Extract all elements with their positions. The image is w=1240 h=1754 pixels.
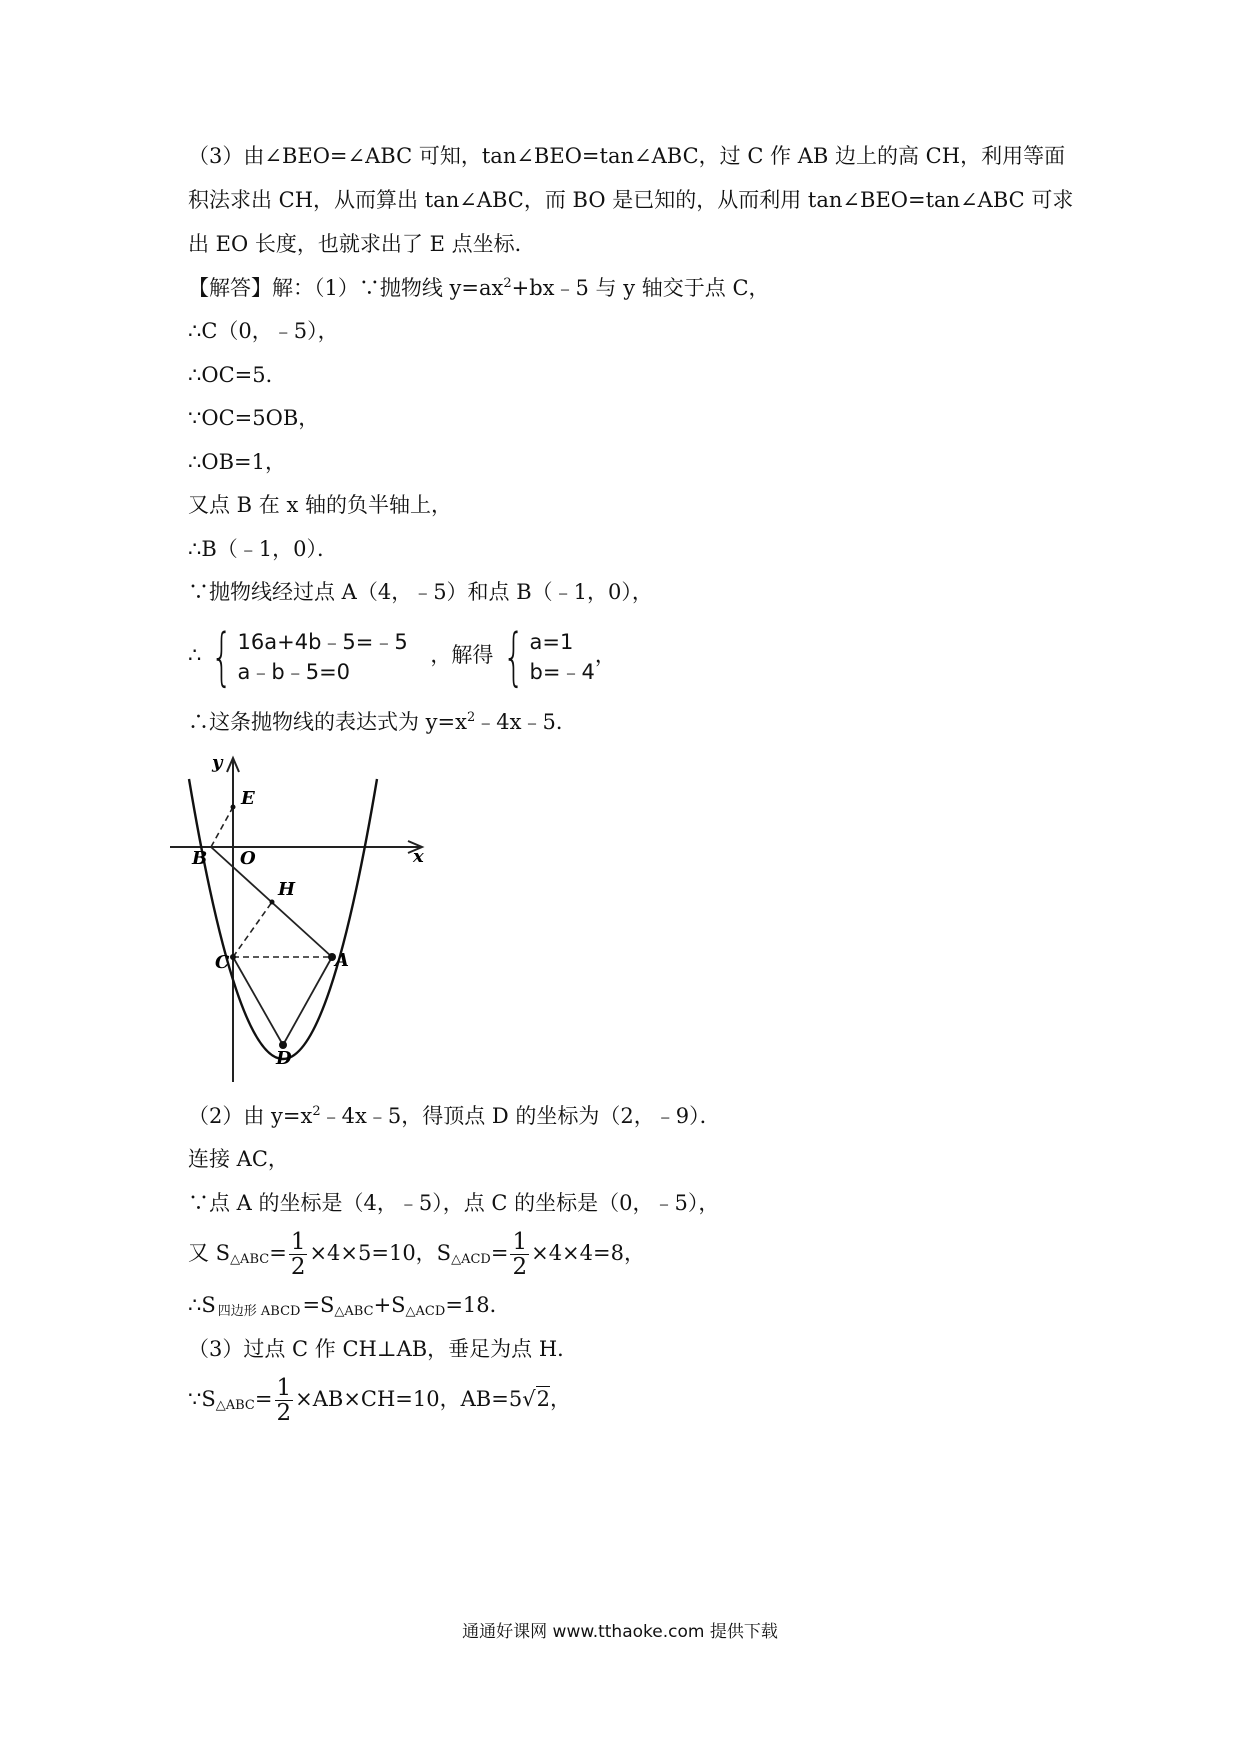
label-C: C: [215, 952, 230, 973]
part2-line-3: ∵点 A 的坐标是（4，﹣5），点 C 的坐标是（0，﹣5），: [188, 1191, 720, 1215]
solution-line-6: 又点 B 在 x 轴的负半轴上，: [188, 493, 452, 517]
solution-line-8: ∵抛物线经过点 A（4，﹣5）和点 B（﹣1，0），: [188, 580, 653, 604]
fraction-half: $\frac{1}{2}$: [276, 1375, 292, 1426]
solution-line-7: ∴B（﹣1，0）．: [188, 537, 339, 561]
system-right: [500, 619, 595, 693]
sqrt-sign: √: [522, 1387, 536, 1411]
solution-line-10: ∴这条抛物线的表达式为 $y=x^2﹣4x﹣5$．: [188, 710, 577, 734]
segment-CH: [233, 902, 272, 957]
part2-line-5: ∴S $_{四边形 ABCD}=S_{\triangle ABC}+S_{\triangle ACD}=18$．: [188, 1293, 511, 1319]
part3-line-1: （3）过点 C 作 CH⊥AB，垂足为点 H．: [188, 1337, 579, 1361]
segment-DA: [283, 957, 332, 1045]
analysis-line-2: 积法求出 CH，从而算出 tan∠ABC，而 BO 是已知的，从而利用 tan∠BEO=tan∠ABC 可求: [188, 188, 1074, 212]
fraction-half: $\frac{1}{2}$: [290, 1229, 306, 1280]
left-brace: {: [210, 619, 233, 693]
equation-1: 16a+4b﹣5=﹣5: [237, 629, 408, 654]
solution-b: b=﹣4: [529, 659, 595, 684]
parabola-curve: [189, 779, 377, 1059]
solution-line-1: 【解答】解：（1）∵抛物线 $y=ax^2+bx﹣5$ 与 y 轴交于点 C，: [188, 276, 770, 300]
part2-line-1: （2）由 $y=x^2﹣4x﹣5$，得顶点 D 的坐标为（2，﹣9）．: [188, 1104, 721, 1128]
label-O: O: [240, 848, 256, 869]
left-brace: {: [502, 619, 525, 693]
solved-label: ，解得: [430, 643, 494, 667]
solution-line-3: ∴OC=5．: [188, 363, 287, 387]
label-A: A: [335, 950, 349, 971]
solution-a: a=1: [529, 629, 574, 654]
system-left: [208, 619, 408, 693]
part3-line-2: $\because S_{\triangle ABC}=$ $\frac{1}{2}$ ×AB×CH=10，AB=5√2，: [188, 1375, 571, 1426]
fraction-half: $\frac{1}{2}$: [512, 1229, 528, 1280]
parabola-figure: [168, 750, 438, 1090]
sqrt-radicand: 2: [536, 1387, 550, 1411]
segment-BE: [211, 807, 233, 847]
analysis-line-3: 出 EO 长度，也就求出了 E 点坐标．: [188, 232, 536, 256]
label-y: y: [212, 752, 223, 773]
analysis-line-1: （3）由∠BEO=∠ABC 可知，tan∠BEO=tan∠ABC，过 C 作 AB 边上的高 CH，利用等面: [188, 144, 1066, 168]
part2-line-4: 又 $S_{\triangle ABC}=$ $\frac{1}{2}$ ×4×5=10，$S_{\triangle ACD}=$ $\frac{1}{2}$ ×4×4=8，: [188, 1229, 645, 1280]
solution-line-4: ∵OC=5OB，: [188, 406, 320, 430]
label-B: B: [192, 848, 208, 869]
point-H: [270, 900, 275, 905]
label-E: E: [241, 788, 255, 809]
solution-line-2: ∴C（0，﹣5），: [188, 319, 339, 343]
label-D: D: [276, 1048, 292, 1069]
equation-system: ∴ { 16a+4b﹣5=﹣5 a﹣b﹣5=0 ，解得 { a=1 b=﹣4 ，: [188, 619, 616, 693]
footer-text: 通通好课网 www.tthaoke.com 提供下载: [462, 1622, 778, 1642]
point-E: [231, 805, 236, 810]
part2-line-2: 连接 AC，: [188, 1147, 289, 1171]
solution-line-5: ∴OB=1，: [188, 450, 286, 474]
equation-2: a﹣b﹣5=0: [237, 659, 351, 684]
label-x: x: [413, 846, 424, 867]
point-C: [230, 954, 236, 960]
label-H: H: [278, 879, 296, 900]
